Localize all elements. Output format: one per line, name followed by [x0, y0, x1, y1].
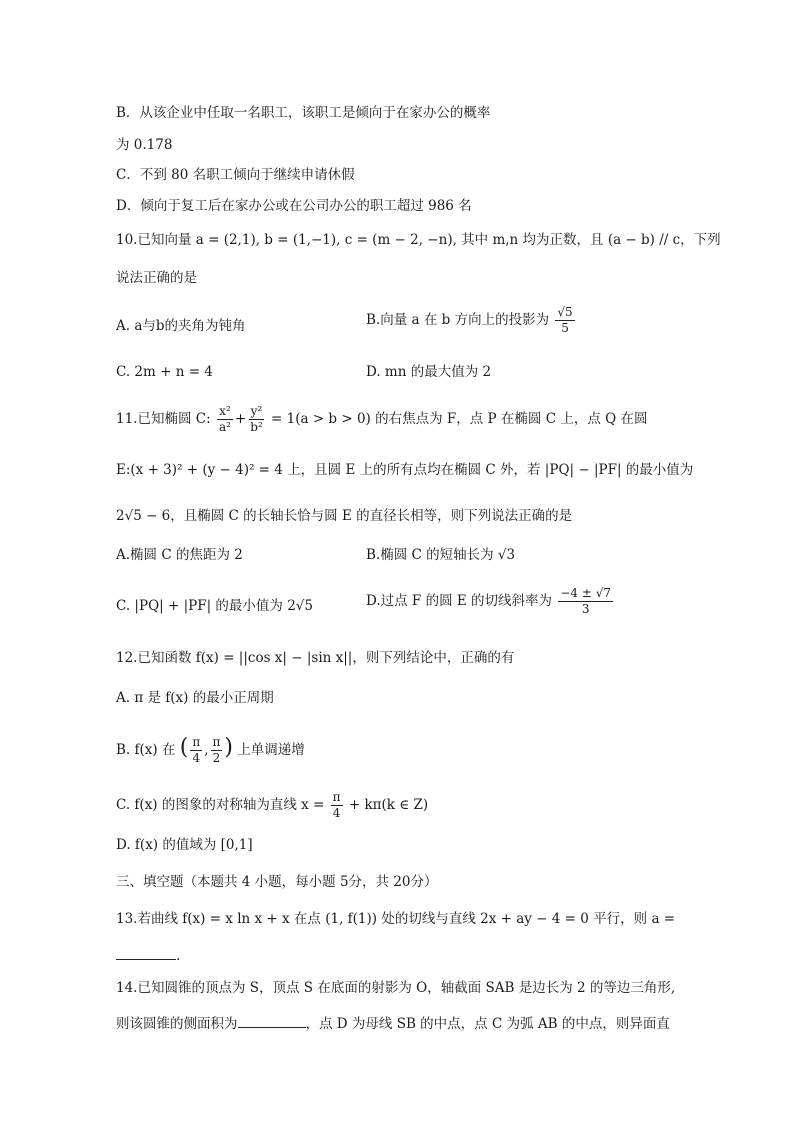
fraction-numerator: −4 ± √7: [560, 586, 611, 600]
question-14-line-2: [116, 1012, 670, 1034]
fraction-denominator: a²: [218, 420, 231, 434]
fraction-denominator: 4: [192, 751, 201, 765]
question-11-stem: [116, 404, 648, 435]
q12-option-b-suffix: 上单调递增: [237, 742, 305, 758]
q13-answer-blank[interactable]: [116, 944, 176, 960]
q14-text-pre: 则该圆锥的侧面积为: [116, 1016, 238, 1032]
question-10-stem-cont: 说法正确的是: [116, 270, 197, 286]
question-10-stem: 10.已知向量 a = (2,1), b = (1,−1), c = (m − 2, −n), 其中 m,n 均为正数，且 (a − b) // c，下列: [116, 232, 721, 248]
q11-option-d: [366, 586, 615, 617]
q11-prefix: 11.已知椭圆 C:: [116, 411, 211, 427]
q12-option-c-text: C. f(x) 的图象的对称轴为直线 x =: [116, 797, 325, 813]
question-14-stem: 14.已知圆锥的顶点为 S，顶点 S 在底面的射影为 O，轴截面 SAB 是边长为 2 的等边三角形,: [116, 980, 676, 996]
q11-suffix: = 1(a > b > 0) 的右焦点为 F，点 P 在椭圆 C 上，点 Q 在圆: [271, 411, 648, 427]
open-paren: (: [179, 735, 189, 760]
fraction-numerator: √5: [557, 305, 573, 319]
question-11-line-2: E:(x + 3)² + (y − 4)² = 4 上，且圆 E 上的所有点均在椭圆 C 外，若 |PQ| − |PF| 的最小值为: [116, 462, 694, 478]
q12-fraction-pi-2: [211, 735, 223, 766]
q11-option-d-text: D.过点 F 的圆 E 的切线斜率为: [366, 593, 553, 609]
q11-option-c: C. |PQ| + |PF| 的最小值为 2√5: [116, 598, 313, 614]
question-13-stem: 13.若曲线 f(x) = x ln x + x 在点 (1, f(1)) 处的切线与直线 2x + ay − 4 = 0 平行，则 a =: [116, 911, 676, 927]
q11-option-b: B.椭圆 C 的短轴长为 √3: [366, 547, 516, 563]
q10-option-d: D. mn 的最大值为 2: [366, 364, 492, 380]
section-3-heading: 三、填空题（本题共 4 小题，每小题 5分，共 20分）: [116, 874, 438, 890]
q11-fraction-x: [217, 404, 233, 435]
q14-text-post: ，点 D 为母线 SB 的中点，点 C 为弧 AB 的中点，则异面直: [305, 1016, 670, 1032]
q10-option-a: A. a与b的夹角为钝角: [116, 318, 246, 334]
q12-option-d: D. f(x) 的值域为 [0,1]: [116, 837, 253, 853]
q12-option-c-suffix: + kπ(k ∈ Z): [348, 797, 429, 813]
question-11-line-3: 2√5 − 6，且椭圆 C 的长轴长恰与圆 E 的直径长相等，则下列说法正确的是: [116, 508, 573, 524]
option-c: C．不到 80 名职工倾向于继续申请休假: [116, 167, 355, 183]
q12-option-b: [116, 735, 305, 766]
q12-option-a: A. π 是 f(x) 的最小正周期: [116, 690, 274, 706]
fraction-denominator: 4: [332, 806, 341, 820]
question-12-stem: 12.已知函数 f(x) = ||cos x| − |sin x||，则下列结论中，正确的有: [116, 650, 515, 666]
q12-fraction-pi-4: [190, 735, 202, 766]
q10-option-b-text: B.向量 a 在 b 方向上的投影为: [366, 312, 550, 328]
fraction-numerator: π: [192, 735, 201, 749]
option-b-line-1: B．从该企业中任取一名职工，该职工是倾向于在家办公的概率: [116, 105, 491, 121]
option-b-line-2: 为 0.178: [116, 137, 173, 153]
comma: ,: [204, 742, 209, 758]
fraction-numerator: x²: [219, 404, 231, 418]
q11-plus: +: [234, 411, 247, 427]
fraction-denominator: 5: [561, 321, 569, 335]
q12-option-c-fraction: [331, 790, 343, 821]
fraction-denominator: 3: [581, 602, 590, 616]
fraction-denominator: 2: [212, 751, 221, 765]
q12-option-c: [116, 790, 428, 821]
question-13-answer-line: [116, 944, 180, 966]
q12-option-b-text: B. f(x) 在: [116, 742, 176, 758]
close-paren: ): [224, 735, 234, 760]
q11-option-d-fraction: [558, 586, 613, 617]
fraction-numerator: y²: [250, 404, 263, 418]
q10-option-b-fraction: [555, 305, 574, 336]
q10-option-b: [366, 305, 577, 336]
fraction-denominator: b²: [250, 420, 263, 434]
q13-end: .: [176, 948, 181, 964]
q10-option-c: C. 2m + n = 4: [116, 364, 213, 380]
fraction-numerator: π: [332, 790, 341, 804]
option-d: D．倾向于复工后在家办公或在公司办公的职工超过 986 名: [116, 198, 472, 214]
q11-fraction-y: [248, 404, 265, 435]
q14-answer-blank[interactable]: [238, 1012, 306, 1028]
fraction-numerator: π: [212, 735, 221, 749]
q11-option-a: A.椭圆 C 的焦距为 2: [116, 547, 243, 563]
